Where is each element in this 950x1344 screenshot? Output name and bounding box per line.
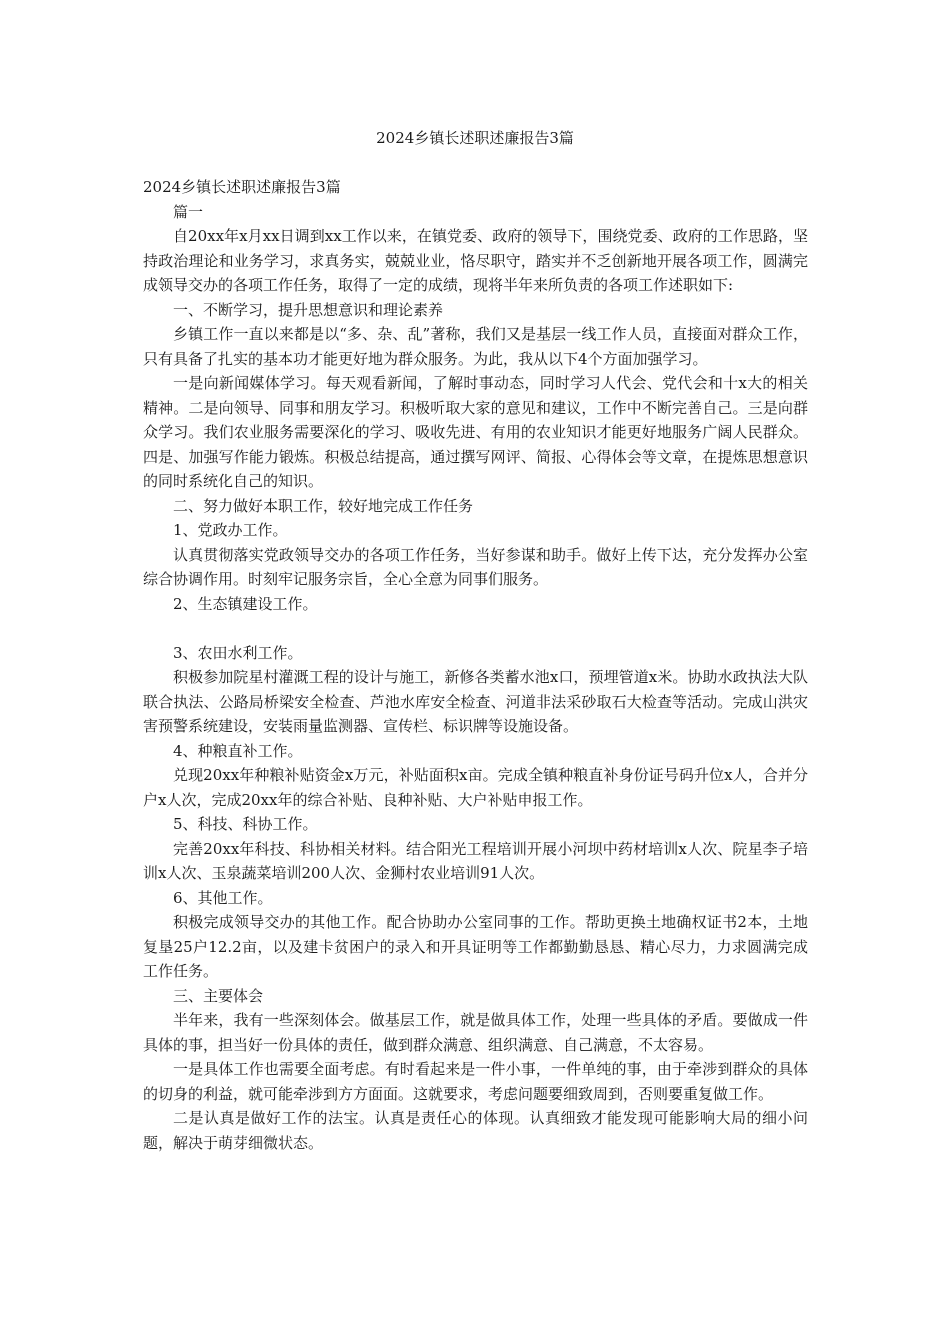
section-heading: 二、努力做好本职工作，较好地完成工作任务 (173, 496, 474, 515)
section-label: 篇一 (173, 202, 204, 221)
paragraph: 一是具体工作也需要全面考虑。有时看起来是一件小事，一件单纯的事，由于牵涉到群众的具体的切身的利益，就可能牵涉到方方面面。这就要求，考虑问题要细致周到，否则要重复做工作。 (143, 1060, 808, 1103)
subsection-heading: 2、生态镇建设工作。 (173, 594, 318, 613)
section-heading: 一、不断学习，提升思想意识和理论素养 (173, 300, 444, 319)
paragraph: 积极参加院星村灌溉工程的设计与施工，新修各类蓄水池x口，预埋管道x米。协助水政执法大队联合执法、公路局桥梁安全检查、芦池水库安全检查、河道非法采砂取石大检查等活动。完成山洪灾害预警系统建设，安装雨量监测器、宣传栏、标识牌等设施设备。 (143, 668, 808, 735)
paragraph: 认真贯彻落实党政领导交办的各项工作任务，当好参谋和助手。做好上传下达，充分发挥办公室综合协调作用。时刻牢记服务宗旨，全心全意为同事们服务。 (143, 545, 808, 588)
document-subtitle: 2024乡镇长述职述廉报告3篇 (143, 178, 341, 196)
document-body (143, 175, 808, 1155)
paragraph: 完善20xx年科技、科协相关材料。结合阳光工程培训开展小河坝中药材培训x人次、院星李子培训x人次、玉泉蔬菜培训200人次、金狮村农业培训91人次。 (143, 839, 808, 882)
paragraph: 自20xx年x月xx日调到xx工作以来，在镇党委、政府的领导下，围绕党委、政府的工作思路，坚持政治理论和业务学习，求真务实，兢兢业业，恪尽职守，踏实并不乏创新地开展各项工作，圆满完成领导交办的各项工作任务，取得了一定的成绩，现将半年来所负责的各项工作述职如下: (143, 227, 808, 294)
paragraph: 积极完成领导交办的其他工作。配合协助办公室同事的工作。帮助更换土地确权证书2本，土地复垦25户12.2亩，以及建卡贫困户的录入和开具证明等工作都勤勤恳恳、精心尽力，力求圆满完成工作任务。 (143, 913, 808, 980)
subsection-heading: 4、种粮直补工作。 (173, 741, 303, 760)
paragraph: 兑现20xx年种粮补贴资金x万元，补贴面积x亩。完成全镇种粮直补身份证号码升位x人，合并分户x人次，完成20xx年的综合补贴、良种补贴、大户补贴申报工作。 (143, 766, 808, 809)
paragraph: 乡镇工作一直以来都是以“多、杂、乱”著称，我们又是基层一线工作人员，直接面对群众工作，只有具备了扎实的基本功才能更好地为群众服务。为此，我从以下4个方面加强学习。 (143, 325, 808, 368)
paragraph: 二是认真是做好工作的法宝。认真是责任心的体现。认真细致才能发现可能影响大局的细小问题，解决于萌芽细微状态。 (143, 1109, 808, 1152)
subsection-heading: 6、其他工作。 (173, 888, 273, 907)
document-title: 2024乡镇长述职述廉报告3篇 (376, 129, 574, 147)
section-heading: 三、主要体会 (173, 986, 264, 1005)
paragraph: 半年来，我有一些深刻体会。做基层工作，就是做具体工作，处理一些具体的矛盾。要做成一件具体的事，担当好一份具体的责任，做到群众满意、组织满意、自己满意，不太容易。 (143, 1011, 808, 1054)
subsection-heading: 1、党政办工作。 (173, 521, 288, 539)
blank-line (143, 616, 808, 641)
subsection-heading: 3、农田水利工作。 (173, 643, 303, 662)
paragraph: 一是向新闻媒体学习。每天观看新闻，了解时事动态，同时学习人代会、党代会和十x大的相关精神。二是向领导、同事和朋友学习。积极听取大家的意见和建议，工作中不断完善自己。三是向群众学习。我们农业服务需要深化的学习、吸收先进、有用的农业知识才能更好地服务广阔人民群众。四是、加强写作能力锻炼。积极总结提高，通过撰写网评、简报、心得体会等文章，在提炼思想意识的同时系统化自己的知识。 (143, 374, 808, 490)
subsection-heading: 5、科技、科协工作。 (173, 815, 318, 833)
